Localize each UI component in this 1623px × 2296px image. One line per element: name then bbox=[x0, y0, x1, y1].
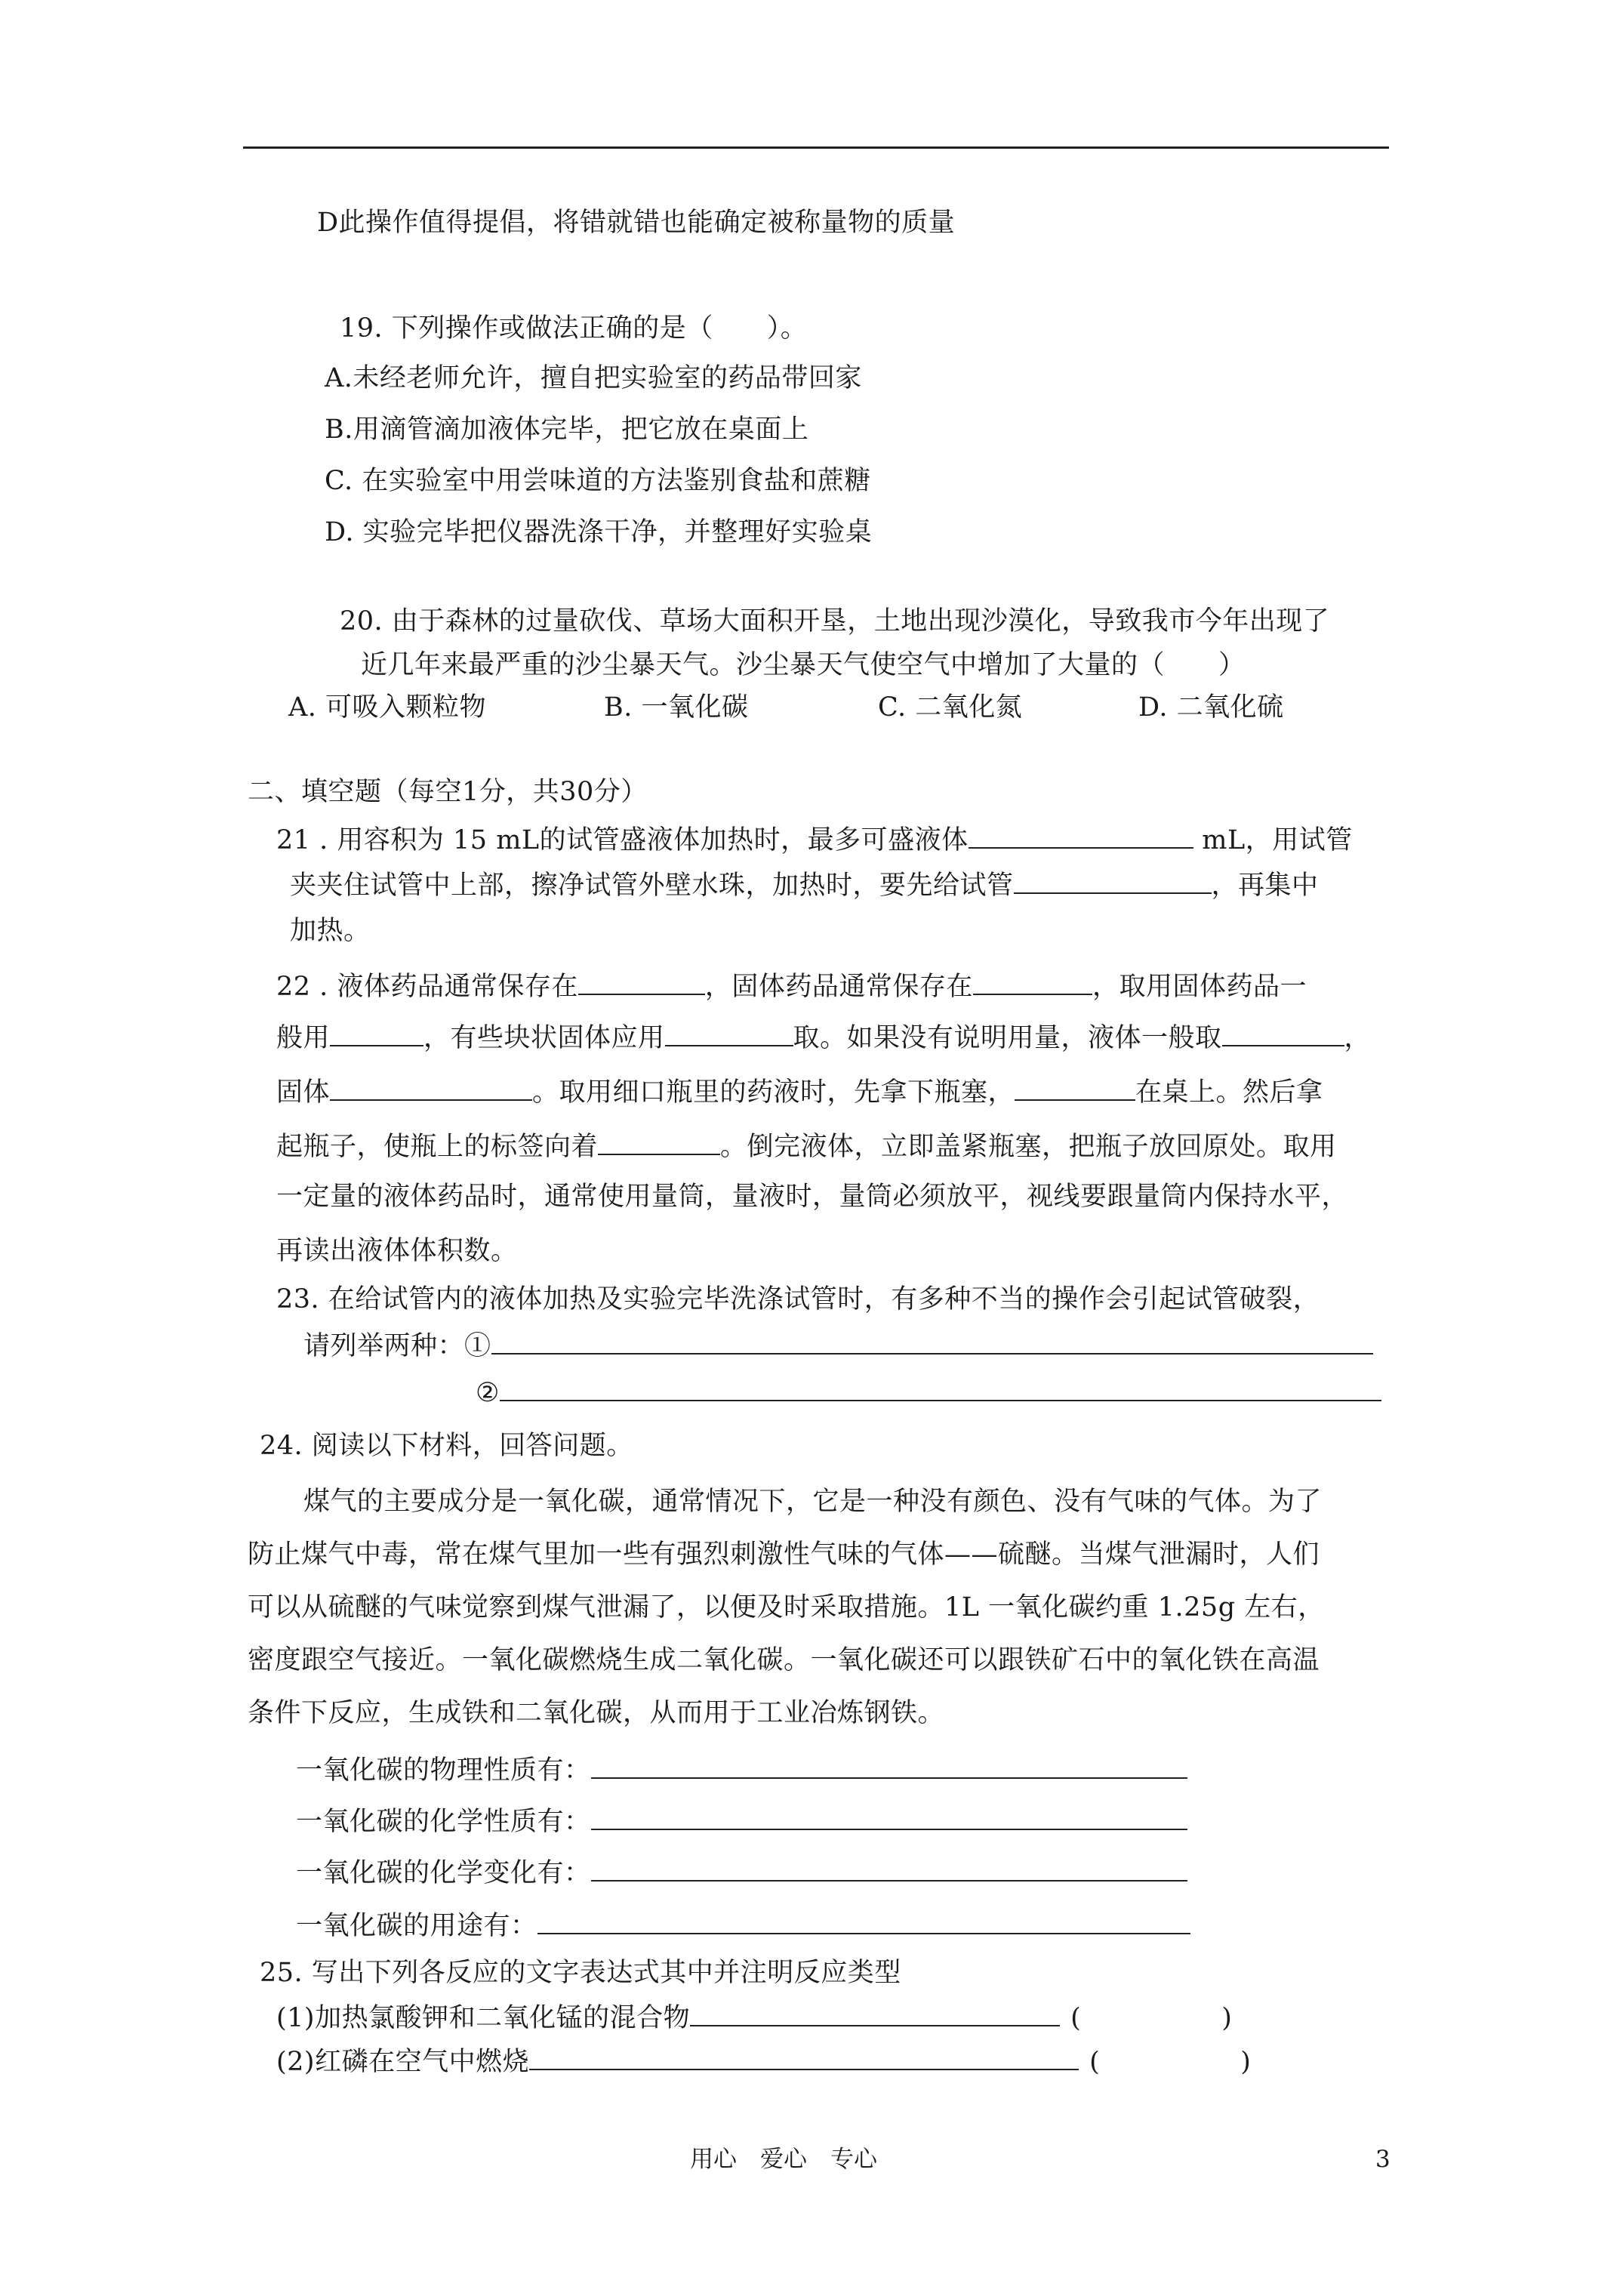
q24-para-line4: 密度跟空气接近。一氧化碳燃烧生成二氧化碳。一氧化碳还可以跟铁矿石中的氧化铁在高温 bbox=[248, 1645, 1320, 1675]
q23-prompt: 请列举两种：① bbox=[303, 1331, 491, 1361]
footer-motto: 用心 爱心 专心 bbox=[690, 2146, 877, 2173]
q21-text-5: 加热。 bbox=[290, 916, 371, 946]
q20-stem-line1: 20. 由于森林的过量砍伐、草场大面积开垦，土地出现沙漠化，导致我市今年出现了 bbox=[340, 606, 1330, 636]
q24-physical-row bbox=[296, 1752, 1187, 1788]
q22-text-1b: ，固体药品通常保存在 bbox=[704, 972, 973, 1002]
section2-heading: 二、填空题（每空1分，共30分） bbox=[248, 777, 648, 807]
q23-blank-2[interactable] bbox=[500, 1374, 1381, 1401]
q24-physical-blank[interactable] bbox=[591, 1752, 1187, 1779]
q21-text-2: mL，用试管 bbox=[1193, 825, 1353, 855]
q19-stem: 19. 下列操作或做法正确的是（ ）。 bbox=[340, 313, 808, 344]
q23-blank-1[interactable] bbox=[491, 1327, 1373, 1354]
q25-item2-paren-close: ) bbox=[1240, 2047, 1252, 2077]
q21-line1 bbox=[276, 821, 1353, 858]
q21-text-1: 21 . 用容积为 15 mL的试管盛液体加热时，最多可盛液体 bbox=[276, 825, 969, 855]
q22-text-2c: 取。如果没有说明用量，液体一般取 bbox=[793, 1023, 1222, 1053]
q22-text-2b: ，有些块状固体应用 bbox=[423, 1023, 665, 1053]
q22-blank-7[interactable] bbox=[1015, 1074, 1135, 1101]
q22-line1 bbox=[276, 968, 1307, 1004]
q24-change-blank[interactable] bbox=[591, 1854, 1187, 1881]
q22-blank-1[interactable] bbox=[578, 968, 705, 995]
q24-para-line3: 可以从硫醚的气味觉察到煤气泄漏了，以便及时采取措施。1L 一氧化碳约重 1.25g 左右， bbox=[248, 1592, 1325, 1623]
q19-option-a: A.未经老师允许，擅自把实验室的药品带回家 bbox=[325, 363, 862, 393]
q24-chemical-row bbox=[296, 1803, 1187, 1839]
q22-blank-5[interactable] bbox=[1222, 1019, 1344, 1046]
q22-text-1a: 22 . 液体药品通常保存在 bbox=[276, 972, 578, 1002]
q21-text-4: ，再集中 bbox=[1211, 871, 1319, 901]
q24-para-line1: 煤气的主要成分是一氧化碳，通常情况下，它是一种没有颜色、没有气味的气体。为了 bbox=[303, 1487, 1323, 1517]
q20-option-b: B. 一氧化碳 bbox=[604, 692, 749, 723]
q22-line6: 再读出液体体积数。 bbox=[276, 1236, 518, 1266]
q23-line1 bbox=[303, 1327, 1373, 1364]
q22-text-2a: 般用 bbox=[276, 1023, 331, 1053]
q25-item1-label: (1)加热氯酸钾和二氧化锰的混合物 bbox=[276, 2003, 691, 2033]
q22-text-3b: 。取用细口瓶里的药液时，先拿下瓶塞， bbox=[532, 1077, 1015, 1108]
q22-blank-3[interactable] bbox=[330, 1019, 423, 1046]
q22-blank-8[interactable] bbox=[598, 1128, 720, 1155]
q20-option-d: D. 二氧化硫 bbox=[1138, 692, 1284, 723]
q22-text-3a: 固体 bbox=[276, 1077, 331, 1108]
q25-stem: 25. 写出下列各反应的文字表达式其中并注明反应类型 bbox=[260, 1958, 901, 1988]
q22-text-1c: ，取用固体药品一 bbox=[1092, 972, 1307, 1002]
q25-item2-blank[interactable] bbox=[529, 2043, 1079, 2070]
q21-line2 bbox=[290, 867, 1319, 903]
q25-item2-row bbox=[276, 2043, 1251, 2079]
q21-blank-1[interactable] bbox=[969, 821, 1193, 849]
q20-option-c: C. 二氧化氮 bbox=[878, 692, 1023, 723]
page-number: 3 bbox=[1375, 2146, 1390, 2173]
q22-line4 bbox=[276, 1128, 1337, 1164]
q24-stem: 24. 阅读以下材料，回答问题。 bbox=[260, 1431, 633, 1461]
q18-option-d: D此操作值得提倡，将错就错也能确定被称量物的质量 bbox=[317, 208, 956, 238]
q20-option-a: A. 可吸入颗粒物 bbox=[288, 692, 487, 723]
q22-line5: 一定量的液体药品时，通常使用量筒，量液时，量筒必须放平，视线要跟量筒内保持水平， bbox=[276, 1182, 1349, 1212]
q22-text-3c: 在桌上。然后拿 bbox=[1135, 1077, 1323, 1108]
q25-item1-row bbox=[276, 1999, 1232, 2036]
q24-physical-label: 一氧化碳的物理性质有： bbox=[296, 1755, 591, 1786]
q20-stem-line2: 近几年来最严重的沙尘暴天气。沙尘暴天气使空气中增加了大量的（ ） bbox=[361, 650, 1246, 680]
q24-chemical-label: 一氧化碳的化学性质有： bbox=[296, 1807, 591, 1837]
q25-item1-blank[interactable] bbox=[690, 1999, 1060, 2026]
q25-item1-paren-open: ( bbox=[1070, 2003, 1082, 2033]
q23-stem: 23. 在给试管内的液体加热及实验完毕洗涤试管时，有多种不当的操作会引起试管破裂， bbox=[276, 1284, 1320, 1314]
q25-item2-paren-open: ( bbox=[1089, 2047, 1101, 2077]
q22-text-4a: 起瓶子，使瓶上的标签向着 bbox=[276, 1132, 599, 1162]
q22-line3 bbox=[276, 1074, 1323, 1110]
q22-blank-6[interactable] bbox=[330, 1074, 532, 1101]
q23-second-marker: ② bbox=[476, 1378, 500, 1408]
q21-blank-2[interactable] bbox=[1014, 867, 1212, 894]
q23-line2 bbox=[476, 1374, 1381, 1410]
q24-chemical-blank[interactable] bbox=[591, 1803, 1187, 1830]
q24-use-blank[interactable] bbox=[537, 1907, 1190, 1934]
q19-option-c: C. 在实验室中用尝味道的方法鉴别食盐和蔗糖 bbox=[325, 466, 871, 496]
q22-line2 bbox=[276, 1019, 1371, 1056]
q24-use-label: 一氧化碳的用途有： bbox=[296, 1911, 537, 1941]
q19-option-d: D. 实验完毕把仪器洗涤干净，并整理好实验桌 bbox=[325, 517, 873, 547]
q25-item2-label: (2)红磷在空气中燃烧 bbox=[276, 2047, 530, 2077]
q21-text-3: 夹夹住试管中上部，擦净试管外壁水珠，加热时，要先给试管 bbox=[290, 871, 1014, 901]
q24-para-line2: 防止煤气中毒，常在煤气里加一些有强烈刺激性气味的气体——硫醚。当煤气泄漏时，人们 bbox=[248, 1539, 1320, 1570]
q24-use-row bbox=[296, 1907, 1190, 1943]
q24-change-row bbox=[296, 1854, 1187, 1891]
q19-option-b: B.用滴管滴加液体完毕，把它放在桌面上 bbox=[325, 415, 809, 445]
q25-item1-paren-close: ) bbox=[1221, 2003, 1233, 2033]
q22-blank-4[interactable] bbox=[665, 1019, 793, 1046]
header-rule bbox=[243, 146, 1389, 149]
q24-change-label: 一氧化碳的化学变化有： bbox=[296, 1858, 591, 1888]
q22-text-4b: 。倒完液体，立即盖紧瓶塞，把瓶子放回原处。取用 bbox=[720, 1132, 1337, 1162]
q24-para-line5: 条件下反应，生成铁和二氧化碳，从而用于工业冶炼钢铁。 bbox=[248, 1698, 945, 1728]
q22-text-2d: ， bbox=[1344, 1023, 1372, 1053]
q22-blank-2[interactable] bbox=[973, 968, 1092, 995]
